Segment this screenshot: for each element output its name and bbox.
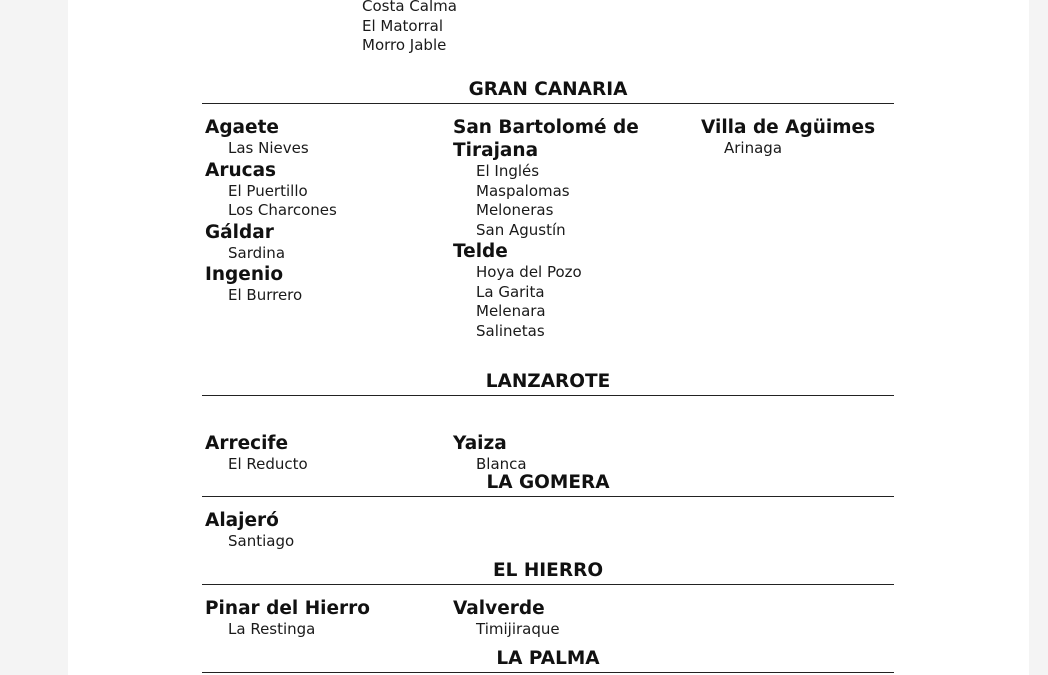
leading-place-list: [362, 0, 457, 56]
municipality-name: Pinar del Hierro: [205, 598, 371, 619]
island-section: [202, 648, 894, 673]
place-item: Costa Calma: [362, 0, 457, 15]
place-item: Santiago: [228, 532, 295, 550]
place-item: Morro Jable: [362, 36, 447, 54]
place-item: Arinaga: [724, 139, 783, 157]
place-item: El Reducto: [228, 455, 308, 473]
island-heading: LANZAROTE: [202, 371, 894, 396]
island-section: [202, 79, 894, 340]
municipality-column: [205, 509, 445, 552]
place-item: Blanca: [476, 455, 527, 473]
place-item: Timijiraque: [476, 620, 560, 638]
municipality-name: San Bartolomé de Tirajana: [453, 117, 639, 161]
place-item: Las Nieves: [228, 139, 309, 157]
place-item: La Restinga: [228, 620, 316, 638]
place-item: Maspalomas: [476, 181, 570, 200]
place-item: El Puertillo: [228, 181, 308, 200]
municipality-name: Gáldar: [205, 221, 274, 243]
municipality-column: [453, 116, 693, 341]
place-item: La Garita: [476, 282, 545, 301]
island-section: [202, 371, 894, 473]
island-heading: LA PALMA: [202, 648, 894, 673]
municipality-name: Arucas: [205, 159, 277, 181]
municipality-name: Agaete: [205, 117, 279, 138]
municipality-name: Yaiza: [453, 433, 507, 454]
municipality-name: Telde: [453, 241, 508, 262]
island-section: [202, 560, 894, 638]
municipality-name: Ingenio: [205, 264, 284, 285]
municipality-column: [453, 597, 693, 640]
document-page: [68, 0, 1029, 675]
island-section: [202, 472, 894, 550]
place-item: El Burrero: [228, 286, 303, 304]
island-heading: EL HIERRO: [202, 560, 894, 585]
place-item: Hoya del Pozo: [476, 263, 582, 281]
place-item: El Matorral: [362, 16, 444, 35]
place-item: Salinetas: [476, 321, 545, 340]
place-item: Meloneras: [476, 201, 554, 219]
place-item: San Agustín: [476, 220, 566, 239]
municipality-column: [205, 597, 445, 640]
island-heading: LA GOMERA: [202, 472, 894, 497]
municipality-name: Villa de Agüimes: [701, 117, 876, 138]
place-item: Melenara: [476, 302, 546, 320]
place-item: Los Charcones: [228, 201, 337, 219]
island-heading: GRAN CANARIA: [202, 79, 894, 104]
municipality-name: Arrecife: [205, 433, 289, 454]
municipality-column: [701, 116, 941, 159]
municipality-name: Valverde: [453, 598, 545, 619]
place-item: Sardina: [228, 243, 286, 262]
municipality-column: [453, 432, 693, 475]
municipality-column: [205, 116, 445, 306]
municipality-name: Alajeró: [205, 510, 279, 531]
municipality-column: [205, 432, 445, 475]
place-item: El Inglés: [476, 162, 540, 180]
